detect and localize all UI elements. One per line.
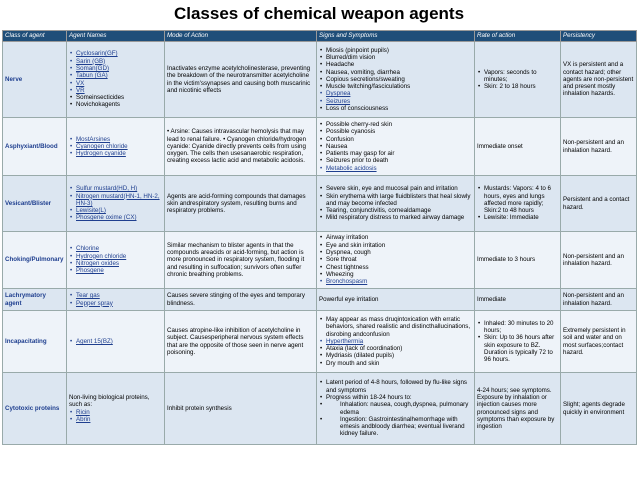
rate-of-action: 4-24 hours; see symptoms. Exposure by inhalation or injection causes more pronounced signs and symptoms than exposure by ingestion — [475, 373, 561, 445]
rate-item: • Inhaled: 30 minutes to 20 hours; — [484, 320, 558, 335]
mode-of-action: Causes severe stinging of the eyes and temporary blindness. — [165, 289, 317, 311]
header-mode: Mode of Action — [165, 31, 317, 42]
agent-link[interactable]: • Abrin — [76, 416, 162, 423]
agent-link[interactable]: • Phosgene oxime (CX) — [76, 214, 162, 221]
agents-intro: Non-living biological proteins, such as: — [69, 393, 150, 409]
header-row — [3, 31, 637, 42]
signs-symptoms — [317, 176, 475, 232]
header-class: Class of agent — [3, 31, 67, 42]
agent-link[interactable]: • Pepper spray — [76, 300, 162, 307]
table-row — [3, 232, 637, 289]
agent-link[interactable]: • MostArsines — [76, 136, 162, 143]
agent-link[interactable]: • Hydrogen chloride — [76, 253, 162, 260]
agent-link[interactable]: • Agent 15(BZ) — [76, 338, 162, 345]
rate-item: • Skin: 2 to 18 hours — [484, 83, 558, 90]
class-name: Lachrymatory agent — [3, 289, 67, 311]
sign-item: • Loss of consciousness — [326, 105, 472, 112]
header-persistency: Persistency — [561, 31, 637, 42]
agent-link[interactable]: • Chlorine — [76, 245, 162, 252]
sign-item: • Eye and skin irritation — [326, 242, 472, 249]
agent-link[interactable]: • Someinsecticides — [76, 94, 162, 101]
agent-link[interactable]: • Soman(GD) — [76, 65, 162, 72]
agent-link[interactable]: • Nitrogen mustard(HN-1, HN-2, HN-3) — [76, 193, 162, 208]
mode-of-action: Inactivates enzyme acetylcholinesterase, preventing the breakdown of the neurotransmitter acetylcholine in the victim'ssynapses and causing both muscarinic and nicotinic effects — [165, 42, 317, 118]
class-name: Nerve — [3, 42, 67, 118]
sign-subitem: • Inhalation: nausea, cough,dyspnea, pulmonary edema — [326, 401, 472, 416]
agent-names — [67, 118, 165, 176]
rate-of-action — [475, 42, 561, 118]
rate-of-action — [475, 311, 561, 373]
agent-link[interactable]: • Nitrogen oxides — [76, 260, 162, 267]
rate-of-action: Immediate to 3 hours — [475, 232, 561, 289]
class-name: Incapacitating — [3, 311, 67, 373]
sign-item: • Wheezing — [326, 271, 472, 278]
persistency: Extremely persistent in soil and water and on most surfaces;contact hazard. — [561, 311, 637, 373]
agents-table — [2, 30, 637, 445]
sign-item[interactable]: • Dyspnea — [326, 90, 472, 97]
agent-link[interactable]: • Lewisite(L) — [76, 207, 162, 214]
agent-link[interactable]: • Novichokagents — [76, 101, 162, 108]
agent-link[interactable]: • Cyanogen chloride — [76, 143, 162, 150]
sign-item: • May appear as mass druqintoxication with erratic behaviors, shared realistic and distincthallucinations, disrobing andconfusion — [326, 316, 472, 338]
sign-item[interactable]: • Metabolic acidosis — [326, 165, 472, 172]
signs-symptoms: Powerful eye irritation — [317, 289, 475, 311]
agent-names — [67, 232, 165, 289]
sign-item: • Dry mouth and skin — [326, 360, 472, 367]
agent-link[interactable]: • Cyclosarin(GF) — [76, 50, 162, 57]
persistency: VX is persistent and a contact hazard; other agents are non-persistent and present mostly inhalation hazards. — [561, 42, 637, 118]
sign-item: • Latent period of 4-8 hours, followed by flu-like signs and symptoms — [326, 379, 472, 394]
rate-of-action: Immediate — [475, 289, 561, 311]
sign-item: • Severe skin, eye and mucosal pain and irritation — [326, 185, 472, 192]
agent-link[interactable]: • Phosgene — [76, 267, 162, 274]
sign-item: • Copious secretions/sweating — [326, 76, 472, 83]
sign-item: • Airway irritation — [326, 234, 472, 241]
sign-item: • Skin erythema with large fluidblisters that heal slowly and may become infected — [326, 193, 472, 208]
header-rate: Rate of action — [475, 31, 561, 42]
header-signs: Signs and Symptoms — [317, 31, 475, 42]
persistency: Non-persistent and an inhalation hazard. — [561, 232, 637, 289]
mode-of-action: Similar mechanism to blister agents in that the compounds areacids or acid-forming, but action is more pronounced in respiratory system, flooding it and resulting in suffocation; survivors often suffer chronic breathing problems. — [165, 232, 317, 289]
signs-symptoms — [317, 373, 475, 445]
class-name: Cytotoxic proteins — [3, 373, 67, 445]
mode-of-action: Agents are acid-forming compounds that damages skin andrespiratory system, resulting burns and respiratory problems. — [165, 176, 317, 232]
agent-link[interactable]: • VX — [76, 80, 162, 87]
sign-item: • Sore throat — [326, 256, 472, 263]
sign-item: • Possible cherry-red skin — [326, 121, 472, 128]
sign-item[interactable]: • Bronchospasm — [326, 278, 472, 285]
sign-item: • Tearing, conjunctivitis, cornealdamage — [326, 207, 472, 214]
sign-item: • Ataxia (lack of coordination) — [326, 345, 472, 352]
rate-item: • Vapors: seconds to minutes; — [484, 69, 558, 84]
sign-item: • Dyspnea, cough — [326, 249, 472, 256]
sign-item: • Chest tightness — [326, 264, 472, 271]
agent-link[interactable]: • Ricin — [76, 409, 162, 416]
class-name: Choking/Pulmonary — [3, 232, 67, 289]
sign-item: • Progress within 18-24 hours to: — [326, 394, 472, 401]
sign-item: • Blurred/dim vision — [326, 54, 472, 61]
mode-of-action: Causes atropine-like inhibition of acetylcholine in subject. Causesperipheral nervous system effects that are the opposite of those seen in nerve agent poisoning. — [165, 311, 317, 373]
sign-item: • Mydriasis (dilated pupils) — [326, 352, 472, 359]
sign-item: • Confusion — [326, 136, 472, 143]
header-agents: Agent Names — [67, 31, 165, 42]
persistency: Persistent and a contact hazard. — [561, 176, 637, 232]
agent-names — [67, 176, 165, 232]
sign-item: • Possible cyanosis — [326, 128, 472, 135]
sign-item: • Nausea — [326, 143, 472, 150]
table-row — [3, 118, 637, 176]
class-name: Vesicant/Blister — [3, 176, 67, 232]
mode-of-action: • Arsine: Causes intravascular hemolysis that may lead to renal failure. • Cyanogen chloride/hydrogen cyanide: Cyanide directly prevents cells from using oxygen. The cells then usesanaerobic respiration, creating excess lactic acid and metabolic acidosis. — [165, 118, 317, 176]
persistency: Non-persistent and an inhalation hazard. — [561, 289, 637, 311]
signs-symptoms — [317, 232, 475, 289]
agent-names — [67, 373, 165, 445]
table-row — [3, 373, 637, 445]
sign-item: • Patients may gasp for air — [326, 150, 472, 157]
sign-item: • Nausea, vomiting, diarrhea — [326, 69, 472, 76]
sign-item: • Mild respiratory distress to marked airway damage — [326, 214, 472, 221]
rate-item: • Lewisite: Immediate — [484, 214, 558, 221]
mode-of-action: Inhibit protein synthesis — [165, 373, 317, 445]
table-row — [3, 311, 637, 373]
sign-subitem: • Ingestion: Gastrointestinalhemorrhage with emesis andbloody diarrhea; eventual liverand kidney failure. — [326, 416, 472, 438]
agent-link[interactable]: • Tabun (GA) — [76, 72, 162, 79]
agent-names — [67, 42, 165, 118]
agent-link[interactable]: • Tear gas — [76, 292, 162, 299]
sign-item: • Miosis (pinpoint pupils) — [326, 47, 472, 54]
table-row — [3, 42, 637, 118]
signs-symptoms — [317, 311, 475, 373]
rate-item: • Skin: Up to 36 hours after skin exposure to BZ. Duration is typically 72 to 96 hours. — [484, 334, 558, 363]
sign-item[interactable]: • Seizures — [326, 98, 472, 105]
agent-names — [67, 311, 165, 373]
table-row — [3, 289, 637, 311]
table-row — [3, 176, 637, 232]
agent-link[interactable]: • Sulfur mustard(HD, H) — [76, 185, 162, 192]
rate-of-action — [475, 176, 561, 232]
agent-link[interactable]: • VR — [76, 87, 162, 94]
agent-names — [67, 289, 165, 311]
persistency: Slight; agents degrade quickly in environment — [561, 373, 637, 445]
signs-symptoms — [317, 118, 475, 176]
class-name: Asphyxiant/Blood — [3, 118, 67, 176]
rate-item: • Mustards: Vapors: 4 to 6 hours, eyes and lungs affected more rapidly; Skin:2 to 48 hours — [484, 185, 558, 214]
rate-of-action: Immediate onset — [475, 118, 561, 176]
sign-item: • Headache — [326, 61, 472, 68]
signs-symptoms — [317, 42, 475, 118]
sign-item: • Muscle twitching/fasciculations — [326, 83, 472, 90]
page-title: Classes of chemical weapon agents — [173, 4, 465, 23]
agent-link[interactable]: • Hydrogen cyanide — [76, 150, 162, 157]
persistency: Non-persistent and an inhalation hazard. — [561, 118, 637, 176]
sign-item: • Seizures prior to death — [326, 157, 472, 164]
sign-item[interactable]: • Hyperthermia — [326, 338, 472, 345]
agent-link[interactable]: • Sarin (GB) — [76, 58, 162, 65]
